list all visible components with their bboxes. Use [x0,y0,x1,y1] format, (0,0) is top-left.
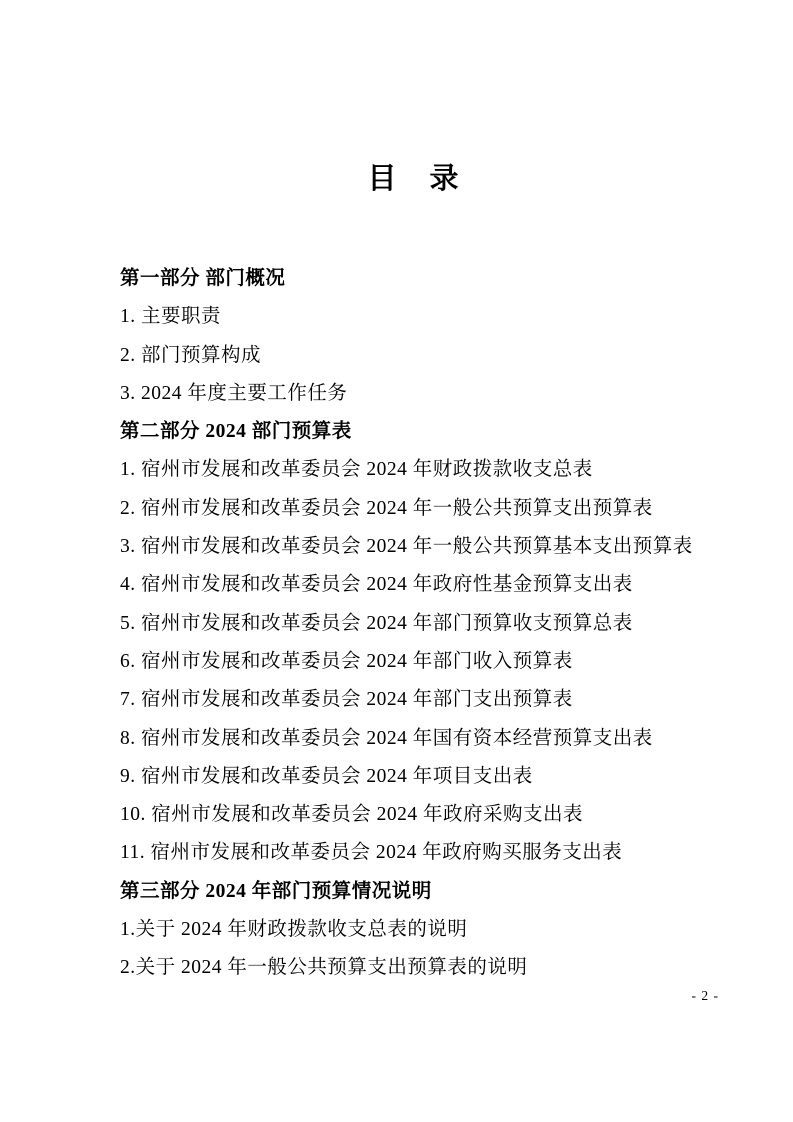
toc-item: 5. 宿州市发展和改革委员会 2024 年部门预算收支预算总表 [120,612,633,634]
toc-item: 2. 宿州市发展和改革委员会 2024 年一般公共预算支出预算表 [120,497,653,519]
toc-item: 3. 2024 年度主要工作任务 [120,382,348,404]
toc-item: 2. 部门预算构成 [120,344,262,366]
toc-item: 6. 宿州市发展和改革委员会 2024 年部门收入预算表 [120,650,573,672]
toc-item: 2.关于 2024 年一般公共预算支出预算表的说明 [120,957,528,979]
page-number: - 2 - [691,988,719,1003]
toc-item: 4. 宿州市发展和改革委员会 2024 年政府性基金预算支出表 [120,574,633,596]
section-heading-part1: 第一部分 部门概况 [120,268,286,289]
table-of-contents [120,260,708,988]
toc-item: 10. 宿州市发展和改革委员会 2024 年政府采购支出表 [120,804,584,826]
toc-item: 9. 宿州市发展和改革委员会 2024 年项目支出表 [120,765,533,787]
toc-item: 8. 宿州市发展和改革委员会 2024 年国有资本经营预算支出表 [120,727,653,749]
toc-item: 1. 主要职责 [120,306,222,328]
page-title: 目 录 [367,163,461,195]
toc-item: 7. 宿州市发展和改革委员会 2024 年部门支出预算表 [120,689,573,711]
toc-item: 1.关于 2024 年财政拨款收支总表的说明 [120,919,468,941]
section-heading-part3: 第三部分 2024 年部门预算情况说明 [120,880,432,902]
toc-item: 11. 宿州市发展和改革委员会 2024 年政府购买服务支出表 [120,842,623,864]
section-heading-part2: 第二部分 2024 部门预算表 [120,421,352,443]
toc-item: 1. 宿州市发展和改革委员会 2024 年财政拨款收支总表 [120,459,593,481]
toc-item: 3. 宿州市发展和改革委员会 2024 年一般公共预算基本支出预算表 [120,536,693,558]
